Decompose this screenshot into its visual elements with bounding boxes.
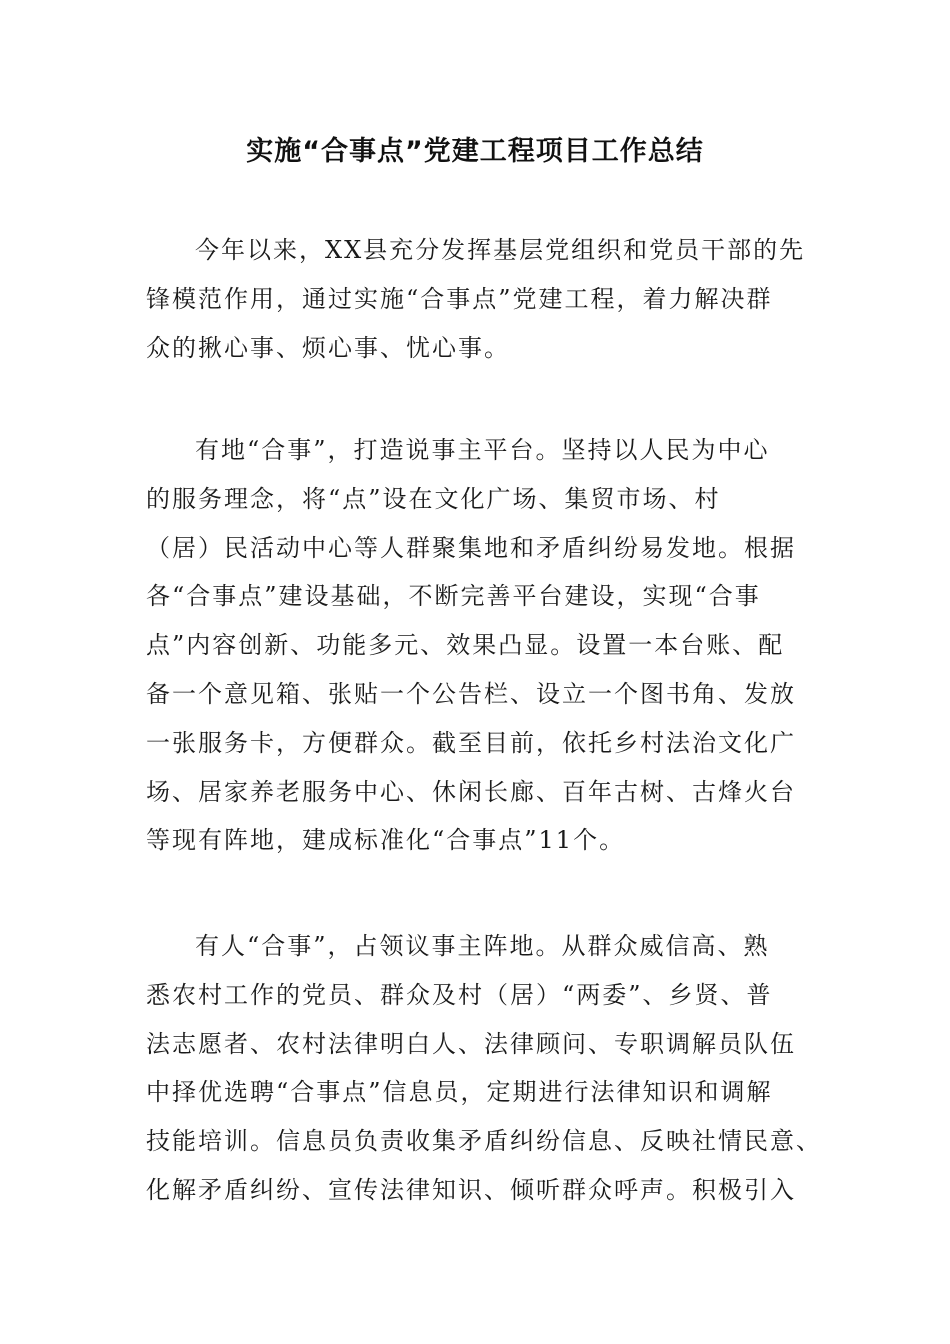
text-line: 中择优选聘“合事点”信息员，定期进行法律知识和调解 — [146, 1078, 773, 1107]
paragraph-platform — [146, 426, 806, 865]
text-line: 锋模范作用，通过实施“合事点”党建工程，着力解决群 — [146, 284, 773, 313]
text-line: 一张服务卡，方便群众。截至目前，依托乡村法治文化广 — [146, 728, 796, 757]
text-line: 有地“合事”，打造说事主平台。坚持以人民为中心 — [195, 436, 770, 464]
text-line: （居）民活动中心等人群聚集地和矛盾纠纷易发地。根据 — [146, 533, 796, 562]
text-line: 有人“合事”，占领议事主阵地。从群众威信高、熟 — [195, 932, 770, 960]
text-line: 等现有阵地，建成标准化“合事点”11个。 — [146, 826, 626, 855]
text-line: 众的揪心事、烦心事、忧心事。 — [146, 333, 510, 362]
text-line: 备一个意见箱、张贴一个公告栏、设立一个图书角、发放 — [146, 679, 796, 708]
text-line: 化解矛盾纠纷、宣传法律知识、倾听群众呼声。积极引入 — [146, 1175, 796, 1204]
text-line: 法志愿者、农村法律明白人、法律顾问、专职调解员队伍 — [146, 1029, 796, 1058]
paragraph-personnel — [146, 922, 822, 1215]
document-title: 实施“合事点”党建工程项目工作总结 — [246, 136, 704, 167]
text-line: 技能培训。信息员负责收集矛盾纠纷信息、反映社情民意、 — [146, 1127, 822, 1156]
text-line: 场、居家养老服务中心、休闲长廊、百年古树、古烽火台 — [146, 777, 796, 806]
paragraph-intro — [146, 226, 806, 372]
text-line: 点”内容创新、功能多元、效果凸显。设置一本台账、配 — [146, 631, 785, 660]
text-line: 的服务理念，将“点”设在文化广场、集贸市场、村 — [146, 484, 721, 513]
text-line: 各“合事点”建设基础，不断完善平台建设，实现“合事 — [146, 582, 761, 611]
text-line: 悉农村工作的党员、群众及村（居）“两委”、乡贤、普 — [146, 980, 773, 1009]
text-line: 今年以来，XX县充分发挥基层党组织和党员干部的先 — [195, 236, 806, 264]
